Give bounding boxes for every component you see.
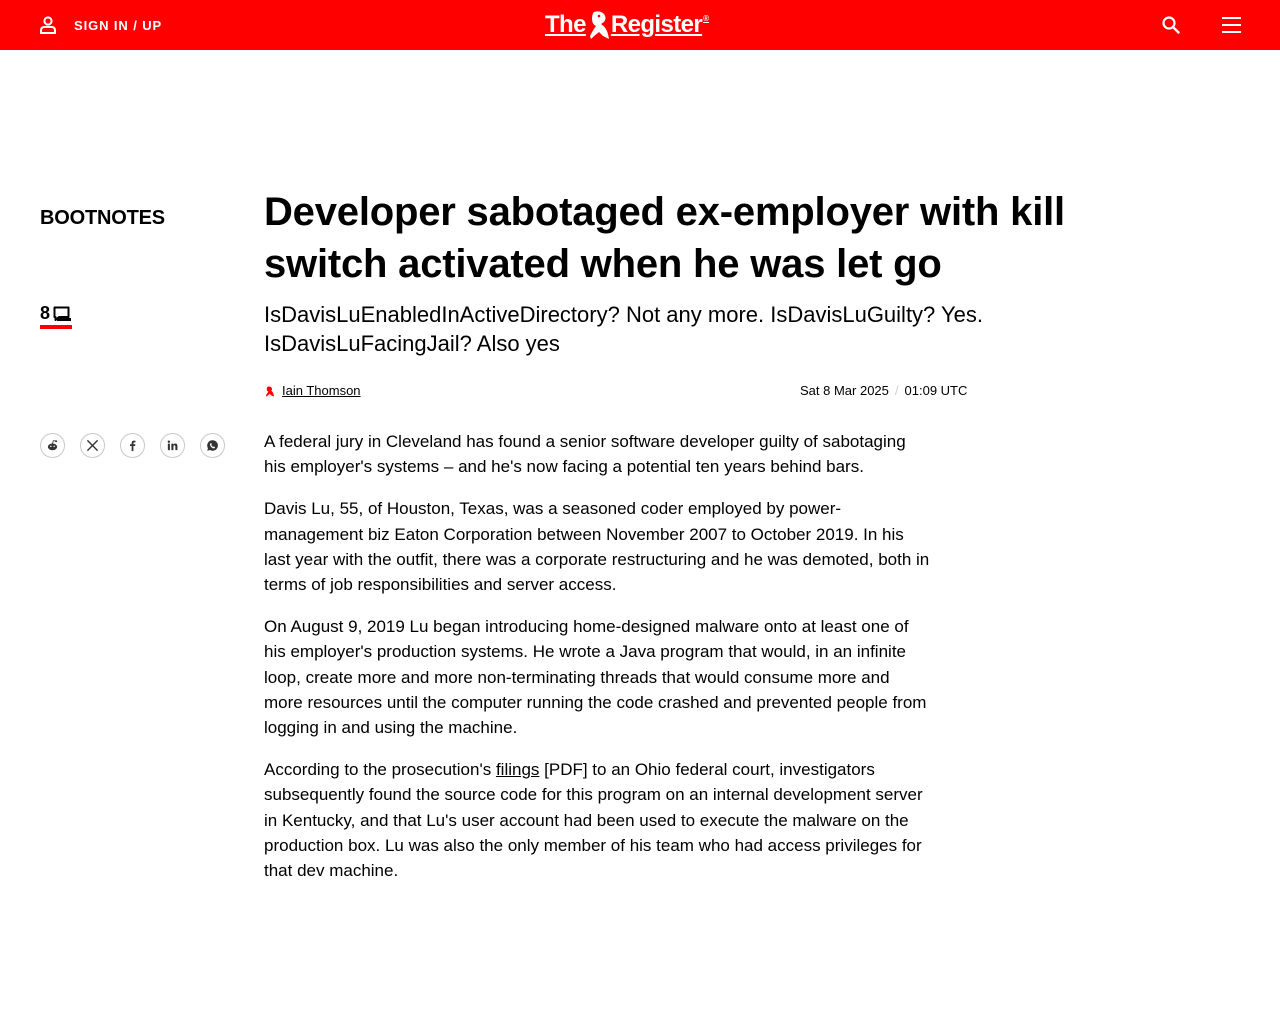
whatsapp-icon [206, 439, 219, 452]
article-headline: Developer sabotaged ex-employer with kill switch activated when he was let go [264, 190, 1065, 286]
top-bar [0, 0, 1280, 50]
share-x-button[interactable] [80, 433, 105, 458]
share-whatsapp-button[interactable] [200, 433, 225, 458]
filings-link[interactable]: filings [495, 760, 540, 780]
facebook-icon [126, 439, 139, 452]
site-logo[interactable] [545, 10, 709, 40]
share-linkedin-button[interactable] [160, 433, 185, 458]
sign-in-link[interactable] [40, 16, 162, 34]
section-label-bootnotes[interactable]: BOOTNOTES [40, 207, 165, 229]
paragraph-4 [264, 757, 932, 883]
search-icon[interactable] [1161, 15, 1181, 35]
author-link[interactable]: Iain Thomson [282, 383, 361, 398]
paragraph-1: A federal jury in Cleveland has found a senior software developer guilty of sabotaging his employer's systems – and he's now facing a potential ten years behind bars. [264, 432, 906, 477]
logo-registered-mark: ® [703, 14, 710, 23]
paragraph-2: Davis Lu, 55, of Houston, Texas, was a seasoned coder employed by power-management biz Eaton Corporation between November 2007 to October 2019. In his last year with the outfit, there was a corporate restructuring and he was demoted, both in terms of job responsibilities and server access. [264, 499, 930, 595]
sign-in-label: SIGN IN / UP [74, 17, 163, 33]
byline [264, 383, 361, 398]
comment-bubble-icon [53, 306, 72, 322]
article-standfirst: IsDavisLuEnabledInActiveDirectory? Not any more. IsDavisLuGuilty? Yes. IsDavisLuFacingJail? Also yes [264, 302, 984, 356]
comments-link[interactable] [40, 303, 72, 329]
dateline [800, 383, 967, 398]
x-icon [86, 439, 99, 452]
vulture-logo-icon [585, 10, 613, 40]
user-icon [40, 16, 56, 34]
comment-count: 8 [40, 303, 51, 323]
publish-time: 01:09 UTC [904, 383, 968, 398]
linkedin-icon [166, 439, 179, 452]
paragraph-3: On August 9, 2019 Lu began introducing home-designed malware onto at least one of his employer's production systems. He wrote a Java program that would, in an infinite loop, create more and more non-terminating threads that would consume more and more resources until the computer running the code crashed and prevented people from logging in and using the machine. [264, 617, 927, 738]
date-separator: / [894, 383, 899, 398]
share-buttons [40, 433, 225, 458]
reddit-icon [46, 439, 59, 452]
author-vulture-icon [264, 385, 275, 396]
paragraph-4-after: [PDF] to an Ohio federal court, investigators subsequently found the source code for this program on an internal development server in Kentucky, and that Lu's user account had been used to execute the malware on the production box. Lu was also the only member of his team who had access privileges for that dev machine. [264, 760, 923, 881]
share-facebook-button[interactable] [120, 433, 145, 458]
logo-word-register: Register [610, 11, 703, 38]
article-body [264, 429, 932, 900]
hamburger-menu-icon[interactable] [1222, 16, 1241, 34]
paragraph-4-before: According to the prosecution's [264, 760, 496, 780]
share-reddit-button[interactable] [40, 433, 65, 458]
logo-word-the: The [545, 11, 586, 38]
publish-date: Sat 8 Mar 2025 [800, 383, 889, 398]
comment-underline [40, 325, 72, 329]
